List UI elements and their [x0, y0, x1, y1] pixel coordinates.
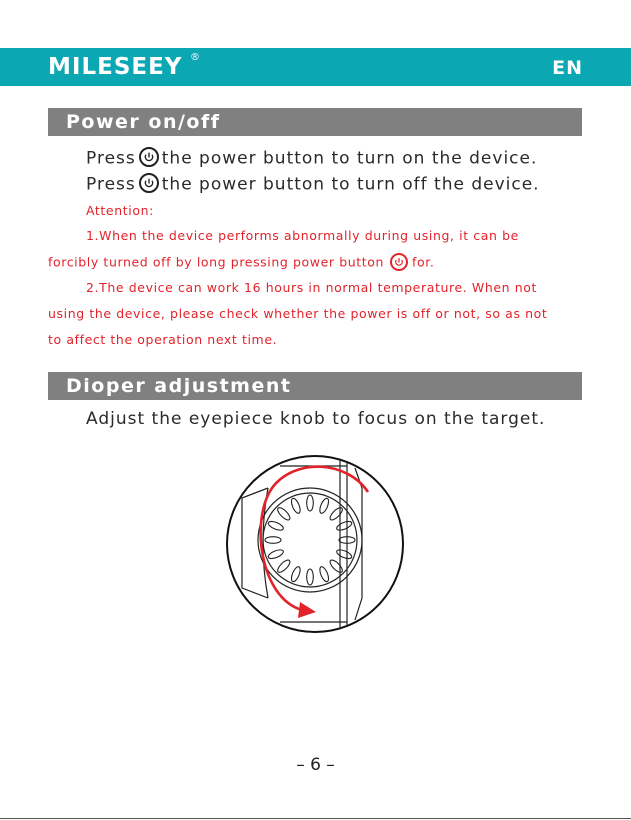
registered-mark: ®: [190, 52, 200, 63]
note1-line-b: [48, 253, 434, 273]
brand-logo: MILESEEY: [48, 54, 183, 80]
power-on-text: the power button to turn on the device.: [161, 148, 538, 169]
language-label: EN: [552, 57, 583, 79]
note1-tail: for.: [412, 254, 435, 270]
attention-label: Attention:: [86, 203, 154, 218]
power-button-icon: [390, 253, 408, 271]
power-off-line: [86, 173, 540, 196]
note2-line-b: using the device, please check whether the power is off or not, so as not: [48, 306, 548, 321]
note2-line-a: 2.The device can work 16 hours in normal temperature. When not: [86, 280, 538, 295]
eyepiece-knob-illustration: [222, 448, 408, 638]
press-label: Press: [86, 174, 136, 195]
power-on-line: [86, 147, 537, 170]
power-button-icon: [139, 173, 159, 193]
note1-text: forcibly turned off by long pressing power button: [48, 254, 385, 270]
page-number: – 6 –: [296, 755, 335, 775]
diopter-text: Adjust the eyepiece knob to focus on the target.: [86, 409, 546, 429]
bottom-rule: [0, 818, 631, 819]
power-off-text: the power button to turn off the device.: [161, 174, 540, 195]
section-title-diopter: Dioper adjustment: [66, 375, 292, 397]
note1-line-a: 1.When the device performs abnormally during using, it can be: [86, 228, 519, 243]
press-label: Press: [86, 148, 136, 169]
section-title-power: Power on/off: [66, 111, 221, 133]
power-button-icon: [139, 147, 159, 167]
note2-line-c: to affect the operation next time.: [48, 332, 278, 347]
